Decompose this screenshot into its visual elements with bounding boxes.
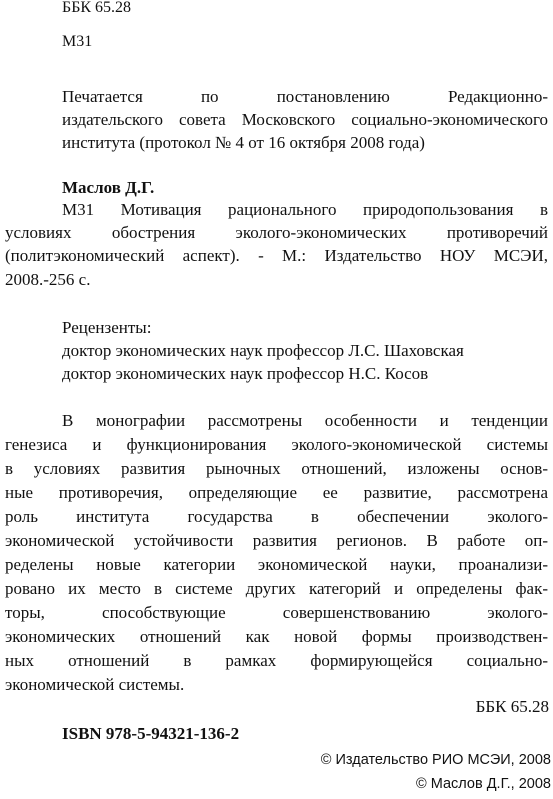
bbk-code-top: ББК 65.28 [62, 0, 132, 16]
abstract-line: ределены новые категории экономической науки, проанализи- [5, 555, 548, 574]
abstract-line: в условиях развития рыночных отношений, изложены основ- [5, 459, 548, 478]
bibliographic-line: 2008.-256 с. [5, 270, 91, 289]
abstract-line: экономической устойчивости развития регионов. В работе оп- [5, 531, 548, 550]
author-mark-code: М31 [62, 33, 93, 50]
abstract-line: роль института государства в обеспечении эколого- [5, 507, 548, 526]
reviewers-heading: Рецензенты: [62, 318, 152, 337]
bibliographic-line: М31 Мотивация рационального природопользования в [62, 200, 548, 219]
abstract-line: ровано их место в системе других категорий и определены фак- [5, 579, 548, 598]
bbk-code-bottom: ББК 65.28 [475, 697, 549, 716]
abstract-line: торы, способствующие совершенствованию эколого- [5, 603, 548, 622]
copyright-publisher: © Издательство РИО МСЭИ, 2008 [320, 752, 551, 768]
publication-note-line: издательского совета Московского социально-экономического [62, 110, 548, 129]
abstract-line: генезиса и функционирования эколого-экономической системы [5, 435, 548, 454]
copyright-author: © Маслов Д.Г., 2008 [416, 776, 551, 792]
bibliographic-line: (политэкономический аспект). - М.: Издательство НОУ МСЭИ, [5, 246, 548, 265]
publication-note-line: Печатается по постановлению Редакционно- [62, 87, 548, 106]
bibliographic-line: условиях обострения эколого-экономических противоречий [5, 223, 548, 242]
publication-note-line: института (протокол № 4 от 16 октября 2008 года) [62, 133, 425, 152]
isbn: ISBN 978-5-94321-136-2 [62, 724, 240, 743]
reviewer-item: доктор экономических наук профессор Н.С. Косов [62, 364, 429, 383]
abstract-line: В монографии рассмотрены особенности и тенденции [62, 411, 548, 430]
abstract-line: ные противоречия, определяющие ее развитие, рассмотрена [5, 483, 548, 502]
abstract-line: экономических отношений как новой формы производствен- [5, 627, 548, 646]
abstract-line: ных отношений в рамках формирующейся социально- [5, 651, 548, 670]
author-name: Маслов Д.Г. [62, 178, 155, 197]
abstract-line: экономической системы. [5, 675, 185, 694]
reviewer-item: доктор экономических наук профессор Л.С. Шаховская [62, 341, 464, 360]
